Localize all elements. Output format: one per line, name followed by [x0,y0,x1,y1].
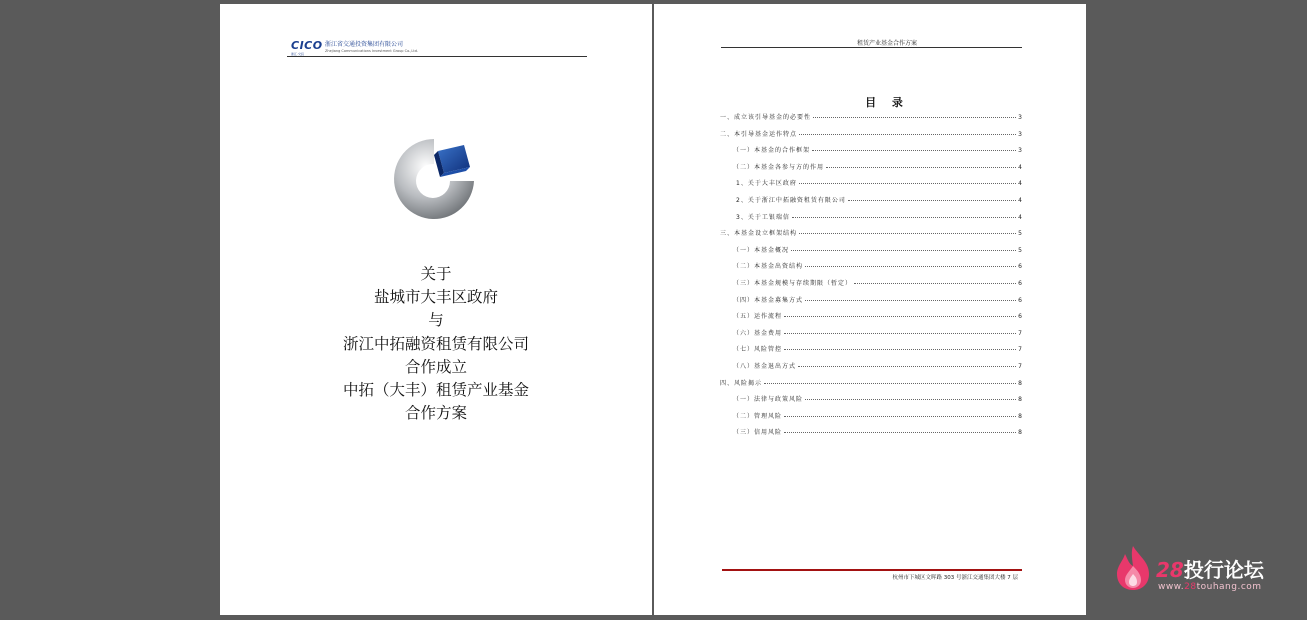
toc-entry[interactable] [720,295,1022,312]
toc-entry[interactable] [720,328,1022,345]
toc-entry[interactable] [720,361,1022,378]
toc-entry-label: （三）信用风险 [733,429,783,437]
toc-leader-dots [799,233,1016,234]
toc-leader-dots [805,266,1016,267]
header-rule [721,47,1022,48]
document-page-toc [654,4,1086,615]
toc-entry[interactable] [720,129,1022,146]
flame-logo-icon [1113,544,1153,592]
toc-entry-page: 8 [1018,379,1022,387]
toc-leader-dots [784,349,1016,350]
toc-leader-dots [791,250,1016,251]
toc-leader-dots [854,283,1016,284]
toc-entry-page: 7 [1018,362,1022,370]
toc-entry[interactable] [720,261,1022,278]
toc-leader-dots [784,316,1016,317]
toc-entry[interactable] [720,178,1022,195]
toc-entry[interactable] [720,311,1022,328]
toc-entry-page: 8 [1018,429,1022,437]
company-name-en: Zhejiang Communications Investment Group Co.,Ltd. [325,49,419,53]
toc-entry[interactable] [720,245,1022,262]
company-name-cn: 浙江省交通投资集团有限公司 [325,41,404,48]
toc-entry[interactable] [720,378,1022,395]
toc-entry-label: 2、关于浙江中拓融资租赁有限公司 [736,196,846,204]
toc-entry-label: （一）本基金概况 [733,246,790,254]
toc-leader-dots [848,200,1016,201]
toc-entry[interactable] [720,344,1022,361]
toc-entry-page: 6 [1018,263,1022,271]
toc-entry[interactable] [720,112,1022,129]
cover-title [220,263,652,425]
title-line: 中拓（大丰）租赁产业基金 [342,381,529,400]
title-line: 合作成立 [404,357,467,376]
toc-entry-page: 8 [1018,412,1022,420]
toc-entry-page: 6 [1018,296,1022,304]
footer-address: 杭州市下城区文晖路 303 号浙江交通集团大楼 7 层 [892,575,1018,581]
toc-leader-dots [784,333,1016,334]
toc-entry-label: （七）风险管控 [733,346,783,354]
toc-leader-dots [784,416,1016,417]
toc-entry-page: 8 [1018,396,1022,404]
toc-entry-page: 7 [1018,329,1022,337]
title-line: 合作方案 [404,404,467,423]
running-header-title: 租赁产业基金合作方案 [856,40,917,47]
toc-entry[interactable] [720,162,1022,179]
toc-entry-page: 4 [1018,213,1022,221]
toc-leader-dots [805,300,1016,301]
toc-entry-page: 5 [1018,246,1022,254]
watermark-url [1158,582,1262,592]
toc-entry[interactable] [720,145,1022,162]
toc-entry-page: 7 [1018,346,1022,354]
watermark-site-name: 投行论坛 [1183,558,1264,582]
toc-entry-label: （五）运作流程 [733,313,783,321]
toc-entry[interactable] [720,411,1022,428]
toc-entry-label: （二）本基金各参与方的作用 [733,163,825,171]
toc-entry-page: 4 [1018,196,1022,204]
table-of-contents [720,112,1022,444]
watermark-url-prefix: www. [1158,582,1185,592]
site-watermark [1113,544,1283,594]
toc-entry-page: 6 [1018,279,1022,287]
toc-entry-label: 四、风险揭示 [720,379,763,387]
cico-logo-subtitle: 浙江·交投 [291,52,304,56]
toc-entry-label: 3、关于工银瑞信 [736,213,790,221]
toc-leader-dots [813,117,1016,118]
toc-entry[interactable] [720,278,1022,295]
toc-entry-label: （八）基金退出方式 [733,362,797,370]
toc-entry-page: 6 [1018,313,1022,321]
title-line: 盐城市大丰区政府 [373,288,498,307]
toc-entry-page: 3 [1018,130,1022,138]
toc-entry[interactable] [720,427,1022,444]
toc-entry-page: 4 [1018,180,1022,188]
toc-entry[interactable] [720,212,1022,229]
toc-heading: 目 录 [865,96,909,109]
toc-entry-label: 二、本引导基金运作特点 [720,130,798,138]
toc-leader-dots [812,150,1016,151]
title-line: 关于 [420,265,452,283]
toc-entry-label: （一）本基金的合作框架 [733,147,811,155]
toc-entry-label: （一）法律与政策风险 [733,396,804,404]
toc-entry-label: （三）本基金规模与存续期限（暂定） [733,279,853,287]
toc-entry-label: （六）基金费用 [733,329,783,337]
header-rule [287,56,587,57]
footer-rule [722,569,1022,571]
toc-leader-dots [784,432,1016,433]
toc-leader-dots [799,183,1016,184]
toc-entry-page: 3 [1018,114,1022,121]
watermark-url-highlight: 28 [1184,582,1197,592]
watermark-url-suffix: touhang.com [1196,582,1262,592]
toc-entry-label: （二）本基金出资结构 [733,263,804,271]
toc-entry-label: （四）本基金募集方式 [733,296,804,304]
document-page-cover [220,4,652,615]
toc-entry-label: 三、本基金设立框架结构 [720,230,798,238]
toc-entry-label: 一、成立该引导基金的必要性 [720,114,812,121]
toc-leader-dots [826,167,1016,168]
toc-entry[interactable] [720,195,1022,212]
toc-entry[interactable] [720,228,1022,245]
toc-entry-page: 5 [1018,230,1022,238]
watermark-number: 28 [1156,558,1184,582]
toc-leader-dots [805,399,1016,400]
title-line: 与 [428,311,444,330]
toc-entry-label: 1、关于大丰区政府 [736,180,797,188]
cico-logo: CICO [291,39,323,52]
toc-leader-dots [799,134,1016,135]
toc-entry-page: 3 [1018,147,1022,155]
toc-entry[interactable] [720,394,1022,411]
toc-entry-page: 4 [1018,163,1022,171]
toc-leader-dots [764,383,1016,384]
title-line: 浙江中拓融资租赁有限公司 [342,334,529,353]
company-emblem-icon [392,137,476,221]
toc-entry-label: （二）管理风险 [733,412,783,420]
toc-leader-dots [798,366,1016,367]
watermark-title [1156,554,1264,583]
toc-leader-dots [792,217,1016,218]
